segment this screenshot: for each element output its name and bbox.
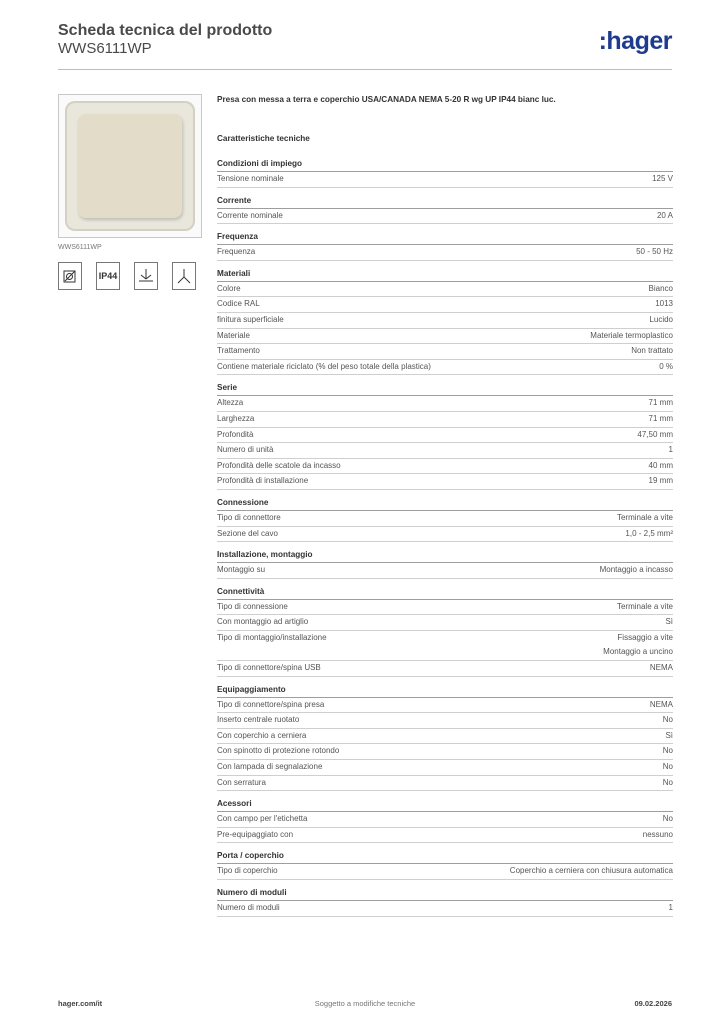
spec-label: Con campo per l'etichetta xyxy=(217,814,308,824)
spec-label: Montaggio su xyxy=(217,565,266,575)
product-sku: WWS6111WP xyxy=(58,40,152,57)
spec-label: Numero di unità xyxy=(217,445,274,455)
spec-value: No xyxy=(662,762,673,772)
section-title: Condizioni di impiego xyxy=(217,158,673,172)
spec-value: Fissaggio a vite Montaggio a uncino xyxy=(603,632,673,657)
characteristics-title: Caratteristiche tecniche xyxy=(217,134,310,143)
product-description: Presa con messa a terra e coperchio USA/CANADA NEMA 5-20 R wg UP IP44 bianc luc. xyxy=(217,95,556,104)
spec-section xyxy=(217,887,673,917)
spec-value: 19 mm xyxy=(648,476,673,486)
feature-icons xyxy=(58,262,196,290)
spec-row xyxy=(217,511,673,527)
spec-label: Sezione del cavo xyxy=(217,528,278,538)
spec-value: Terminale a vite xyxy=(616,601,673,611)
spec-label: Materiale xyxy=(217,330,250,340)
spec-value: NEMA xyxy=(649,699,673,709)
spec-label: Trattamento xyxy=(217,346,260,356)
section-title: Acessori xyxy=(217,798,673,812)
section-title: Equipaggiamento xyxy=(217,684,673,698)
spec-section xyxy=(217,158,673,188)
footer-website[interactable]: hager.com/it xyxy=(58,999,103,1008)
spec-row xyxy=(217,776,673,792)
socket-frame xyxy=(65,101,195,231)
spec-row xyxy=(217,313,673,329)
spec-label: Codice RAL xyxy=(217,299,260,309)
spec-row xyxy=(217,631,673,661)
spec-label: Pre-equipaggiato con xyxy=(217,829,294,839)
spec-label: Con spinotto di protezione rotondo xyxy=(217,746,340,756)
section-title: Serie xyxy=(217,382,673,396)
spec-value: No xyxy=(662,777,673,787)
spec-value: Bianco xyxy=(648,283,673,293)
spec-row xyxy=(217,172,673,188)
spec-row xyxy=(217,901,673,917)
spec-row xyxy=(217,329,673,345)
section-title: Connessione xyxy=(217,497,673,511)
spec-row xyxy=(217,527,673,543)
spec-row xyxy=(217,744,673,760)
spec-value: nessuno xyxy=(642,829,673,839)
spec-row xyxy=(217,412,673,428)
spec-value: No xyxy=(662,746,673,756)
spec-value: NEMA xyxy=(649,663,673,673)
spec-row xyxy=(217,428,673,444)
spec-value: Non trattato xyxy=(631,346,673,356)
product-image-caption: WWS6111WP xyxy=(58,244,102,251)
spec-row xyxy=(217,615,673,631)
section-title: Installazione, montaggio xyxy=(217,549,673,563)
spec-label: Inserto centrale ruotato xyxy=(217,715,300,725)
spec-label: Tipo di montaggio/installazione xyxy=(217,632,327,642)
spec-row xyxy=(217,459,673,475)
ground-socket-icon xyxy=(172,262,196,290)
spec-value: 1,0 - 2,5 mm² xyxy=(625,528,673,538)
spec-section xyxy=(217,798,673,843)
spec-section xyxy=(217,195,673,225)
spec-row xyxy=(217,600,673,616)
spec-value: 50 - 50 Hz xyxy=(636,247,673,257)
spec-value: 71 mm xyxy=(648,398,673,408)
spec-row xyxy=(217,713,673,729)
spec-label: Tipo di connettore xyxy=(217,512,281,522)
spec-row xyxy=(217,396,673,412)
spec-label: Tipo di connettore/spina presa xyxy=(217,699,325,709)
section-title: Frequenza xyxy=(217,231,673,245)
child-protection-icon xyxy=(58,262,82,290)
spec-row xyxy=(217,828,673,844)
spec-section xyxy=(217,586,673,677)
spec-label: Contiene materiale riciclato (% del peso totale della plastica) xyxy=(217,361,431,371)
socket-cover xyxy=(78,114,182,218)
spec-row xyxy=(217,729,673,745)
spec-label: Numero di moduli xyxy=(217,903,280,912)
spec-label: Frequenza xyxy=(217,247,256,257)
section-title: Connettività xyxy=(217,586,673,600)
spec-value: 1 xyxy=(668,903,673,912)
spec-label: Colore xyxy=(217,283,241,293)
spec-value: No xyxy=(662,814,673,824)
spec-content xyxy=(217,94,673,924)
page-title: Scheda tecnica del prodotto xyxy=(58,22,273,39)
product-image xyxy=(58,94,202,238)
spec-label: Con serratura xyxy=(217,777,266,787)
spec-value: Lucido xyxy=(649,314,673,324)
spec-value: 47,50 mm xyxy=(637,429,673,439)
spec-section xyxy=(217,382,673,490)
spec-row xyxy=(217,474,673,490)
spec-value: 20 A xyxy=(656,210,673,220)
spec-row xyxy=(217,760,673,776)
spec-value: Terminale a vite xyxy=(616,512,673,522)
spec-label: Tensione nominale xyxy=(217,174,284,183)
spec-value: Montaggio a incasso xyxy=(599,565,673,575)
spec-label: Tipo di coperchio xyxy=(217,866,278,876)
spec-label: Con montaggio ad artiglio xyxy=(217,617,309,627)
footer-date: 09.02.2026 xyxy=(634,999,672,1008)
spec-sections xyxy=(217,158,673,917)
spec-row xyxy=(217,812,673,828)
spec-value: 1013 xyxy=(655,299,673,309)
spec-label: Corrente nominale xyxy=(217,210,283,220)
spec-label: Profondità di installazione xyxy=(217,476,309,486)
spec-value: 40 mm xyxy=(648,460,673,470)
spec-row xyxy=(217,209,673,225)
spec-value: 125 V xyxy=(652,174,673,183)
spec-label: Con coperchio a cerniera xyxy=(217,730,307,740)
spec-row xyxy=(217,443,673,459)
spec-section xyxy=(217,268,673,376)
spec-label: Larghezza xyxy=(217,413,255,423)
spec-label: Con lampada di segnalazione xyxy=(217,762,323,772)
spec-row xyxy=(217,563,673,579)
flat-ground-socket-icon xyxy=(134,262,158,290)
spec-value: Sì xyxy=(665,730,673,740)
spec-section xyxy=(217,497,673,542)
spec-value: 71 mm xyxy=(648,413,673,423)
section-title: Corrente xyxy=(217,195,673,209)
spec-value: 0 % xyxy=(659,361,673,371)
spec-section xyxy=(217,549,673,579)
spec-section xyxy=(217,684,673,792)
hager-logo: :hager xyxy=(598,27,672,55)
spec-row xyxy=(217,245,673,261)
footer-notice: Soggetto a modifiche tecniche xyxy=(314,999,416,1008)
spec-label: Tipo di connettore/spina USB xyxy=(217,663,321,673)
spec-value: No xyxy=(662,715,673,725)
spec-label: Altezza xyxy=(217,398,244,408)
spec-row xyxy=(217,864,673,880)
spec-row xyxy=(217,282,673,298)
spec-row xyxy=(217,297,673,313)
spec-value: Coperchio a cerniera con chiusura automatica xyxy=(509,866,673,876)
spec-label: Profondità xyxy=(217,429,254,439)
spec-row xyxy=(217,698,673,714)
spec-value: 1 xyxy=(668,445,673,455)
spec-section xyxy=(217,231,673,261)
spec-row xyxy=(217,661,673,677)
spec-value: Sì xyxy=(665,617,673,627)
ip44-icon: IP44 xyxy=(96,262,120,290)
spec-label: Tipo di connessione xyxy=(217,601,288,611)
spec-value: Materiale termoplastico xyxy=(590,330,673,340)
section-title: Numero di moduli xyxy=(217,887,673,901)
section-title: Materiali xyxy=(217,268,673,282)
spec-row xyxy=(217,360,673,376)
page-header xyxy=(58,21,672,70)
spec-row xyxy=(217,344,673,360)
spec-section xyxy=(217,850,673,880)
spec-label: Profondità delle scatole da incasso xyxy=(217,460,341,470)
section-title: Porta / coperchio xyxy=(217,850,673,864)
spec-label: finitura superficiale xyxy=(217,314,284,324)
